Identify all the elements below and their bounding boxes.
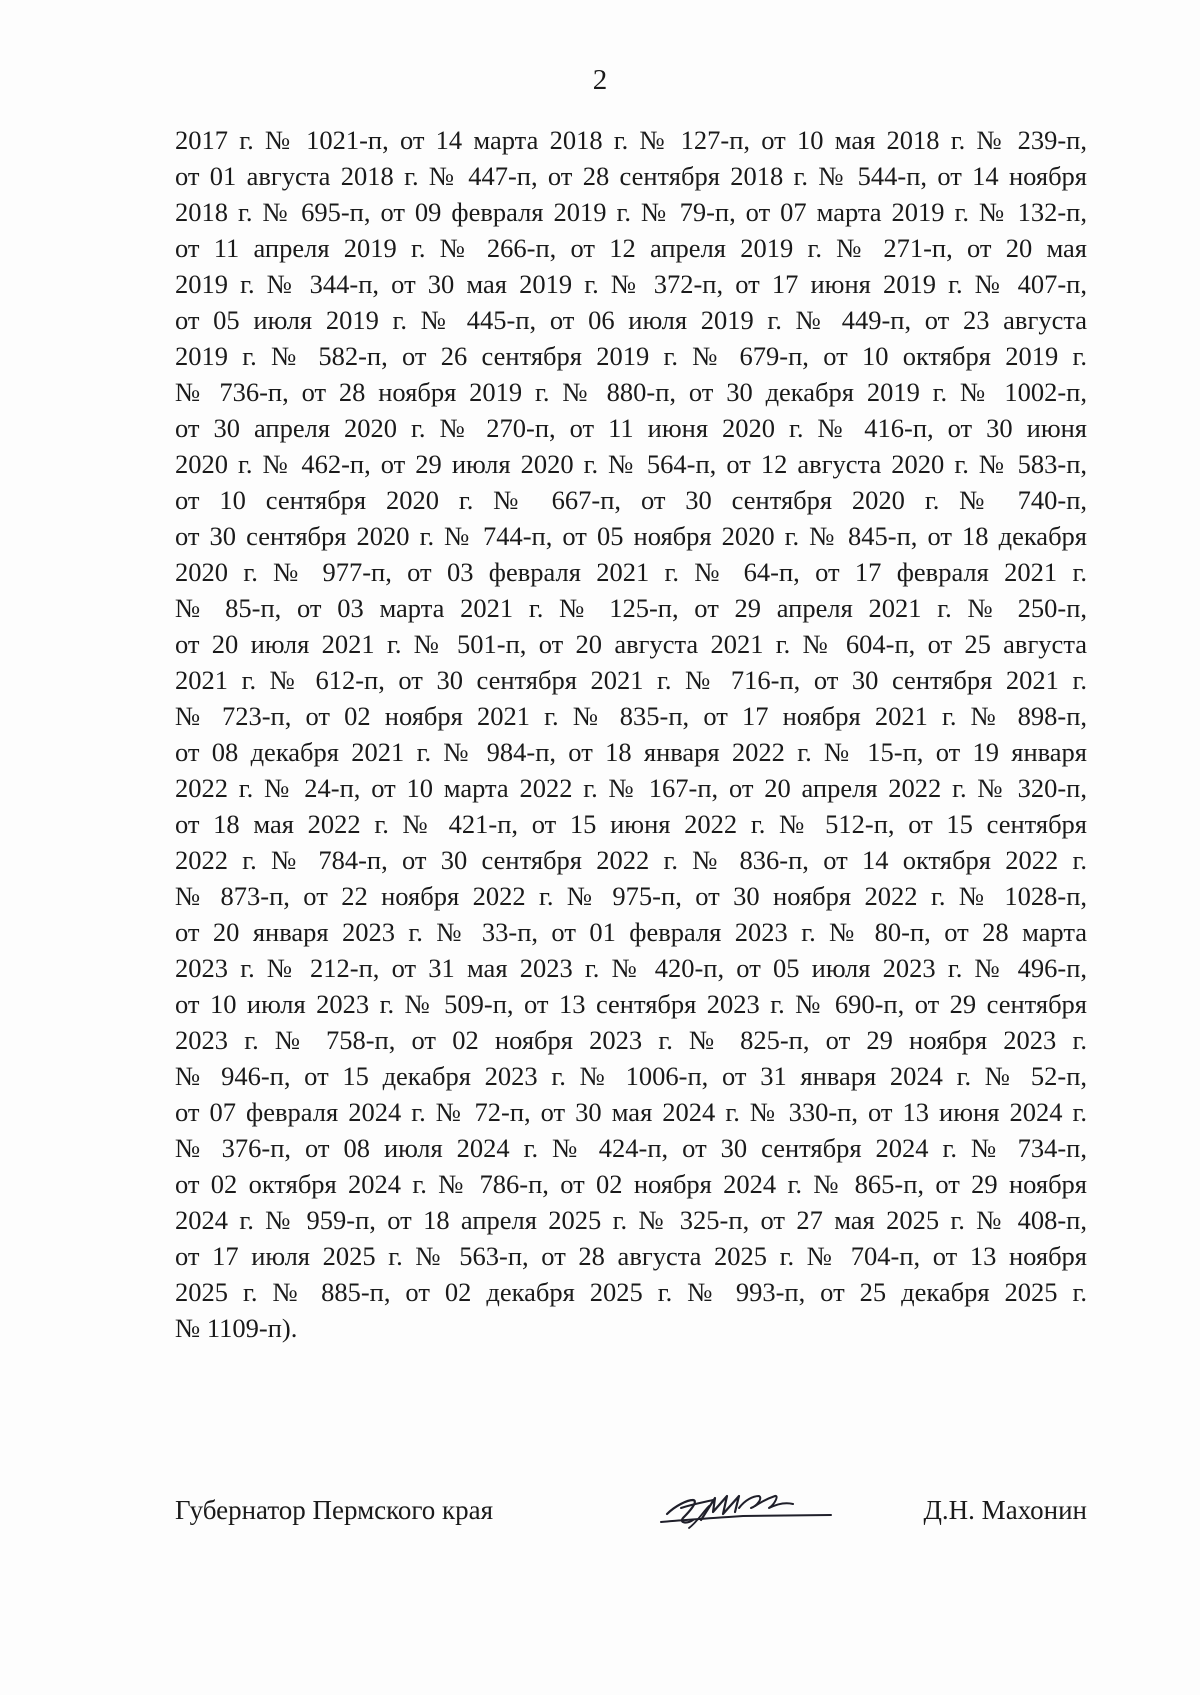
signatory-title: Губернатор Пермского края — [175, 1495, 494, 1525]
text-line: от 10 сентября 2020 г. № 667-п, от 30 сентября 2020 г. № 740-п, — [175, 485, 1087, 515]
text-line: № 85-п, от 03 марта 2021 г. № 125-п, от 29 апреля 2021 г. № 250-п, — [175, 593, 1087, 623]
text-line: от 30 апреля 2020 г. № 270-п, от 11 июня 2020 г. № 416-п, от 30 июня — [175, 413, 1087, 443]
text-line: 2019 г. № 344-п, от 30 мая 2019 г. № 372-п, от 17 июня 2019 г. № 407-п, — [175, 269, 1087, 299]
text-line: 2018 г. № 695-п, от 09 февраля 2019 г. № 79-п, от 07 марта 2019 г. № 132-п, — [175, 197, 1087, 227]
text-line: 2023 г. № 212-п, от 31 мая 2023 г. № 420-п, от 05 июля 2023 г. № 496-п, — [175, 953, 1087, 983]
text-line: от 02 октября 2024 г. № 786-п, от 02 ноября 2024 г. № 865-п, от 29 ноября — [175, 1169, 1087, 1199]
text-line: 2025 г. № 885-п, от 02 декабря 2025 г. № 993-п, от 25 декабря 2025 г. — [175, 1277, 1087, 1307]
text-line: от 07 февраля 2024 г. № 72-п, от 30 мая 2024 г. № 330-п, от 13 июня 2024 г. — [175, 1097, 1087, 1127]
text-line: № 723-п, от 02 ноября 2021 г. № 835-п, от 17 ноября 2021 г. № 898-п, — [175, 701, 1087, 731]
text-line: 2022 г. № 24-п, от 10 марта 2022 г. № 167-п, от 20 апреля 2022 г. № 320-п, — [175, 773, 1087, 803]
text-line: 2019 г. № 582-п, от 26 сентября 2019 г. № 679-п, от 10 октября 2019 г. — [175, 341, 1087, 371]
text-line: 2021 г. № 612-п, от 30 сентября 2021 г. № 716-п, от 30 сентября 2021 г. — [175, 665, 1087, 695]
text-line: 2017 г. № 1021-п, от 14 марта 2018 г. № 127-п, от 10 мая 2018 г. № 239-п, — [175, 125, 1087, 155]
text-line: № 946-п, от 15 декабря 2023 г. № 1006-п, от 31 января 2024 г. № 52-п, — [175, 1061, 1087, 1091]
handwritten-signature — [653, 1478, 853, 1538]
text-line: 2023 г. № 758-п, от 02 ноября 2023 г. № 825-п, от 29 ноября 2023 г. — [175, 1025, 1087, 1055]
text-line: № 1109-п). — [175, 1313, 298, 1343]
text-line: от 08 декабря 2021 г. № 984-п, от 18 января 2022 г. № 15-п, от 19 января — [175, 737, 1087, 767]
signature-block — [175, 1478, 1087, 1538]
text-line: от 20 января 2023 г. № 33-п, от 01 февраля 2023 г. № 80-п, от 28 марта — [175, 917, 1087, 947]
text-line: 2022 г. № 784-п, от 30 сентября 2022 г. № 836-п, от 14 октября 2022 г. — [175, 845, 1087, 875]
text-line: от 17 июля 2025 г. № 563-п, от 28 августа 2025 г. № 704-п, от 13 ноября — [175, 1241, 1087, 1271]
text-line: от 10 июля 2023 г. № 509-п, от 13 сентября 2023 г. № 690-п, от 29 сентября — [175, 989, 1087, 1019]
text-line: № 376-п, от 08 июля 2024 г. № 424-п, от 30 сентября 2024 г. № 734-п, — [175, 1133, 1087, 1163]
text-line: № 736-п, от 28 ноября 2019 г. № 880-п, от 30 декабря 2019 г. № 1002-п, — [175, 377, 1087, 407]
text-line: от 18 мая 2022 г. № 421-п, от 15 июня 2022 г. № 512-п, от 15 сентября — [175, 809, 1087, 839]
text-line: 2020 г. № 977-п, от 03 февраля 2021 г. № 64-п, от 17 февраля 2021 г. — [175, 557, 1087, 587]
text-line: № 873-п, от 22 ноября 2022 г. № 975-п, от 30 ноября 2022 г. № 1028-п, — [175, 881, 1087, 911]
text-line: от 05 июля 2019 г. № 445-п, от 06 июля 2019 г. № 449-п, от 23 августа — [175, 305, 1087, 335]
signatory-name: Д.Н. Махонин — [923, 1495, 1087, 1525]
body-text — [175, 122, 1087, 1346]
page-number: 2 — [592, 64, 608, 96]
text-line: 2020 г. № 462-п, от 29 июля 2020 г. № 564-п, от 12 августа 2020 г. № 583-п, — [175, 449, 1087, 479]
text-line: от 01 августа 2018 г. № 447-п, от 28 сентября 2018 г. № 544-п, от 14 ноября — [175, 161, 1087, 191]
text-line: от 11 апреля 2019 г. № 266-п, от 12 апреля 2019 г. № 271-п, от 20 мая — [175, 233, 1087, 263]
text-line: 2024 г. № 959-п, от 18 апреля 2025 г. № 325-п, от 27 мая 2025 г. № 408-п, — [175, 1205, 1087, 1235]
text-line: от 20 июля 2021 г. № 501-п, от 20 августа 2021 г. № 604-п, от 25 августа — [175, 629, 1087, 659]
text-line: от 30 сентября 2020 г. № 744-п, от 05 ноября 2020 г. № 845-п, от 18 декабря — [175, 521, 1087, 551]
